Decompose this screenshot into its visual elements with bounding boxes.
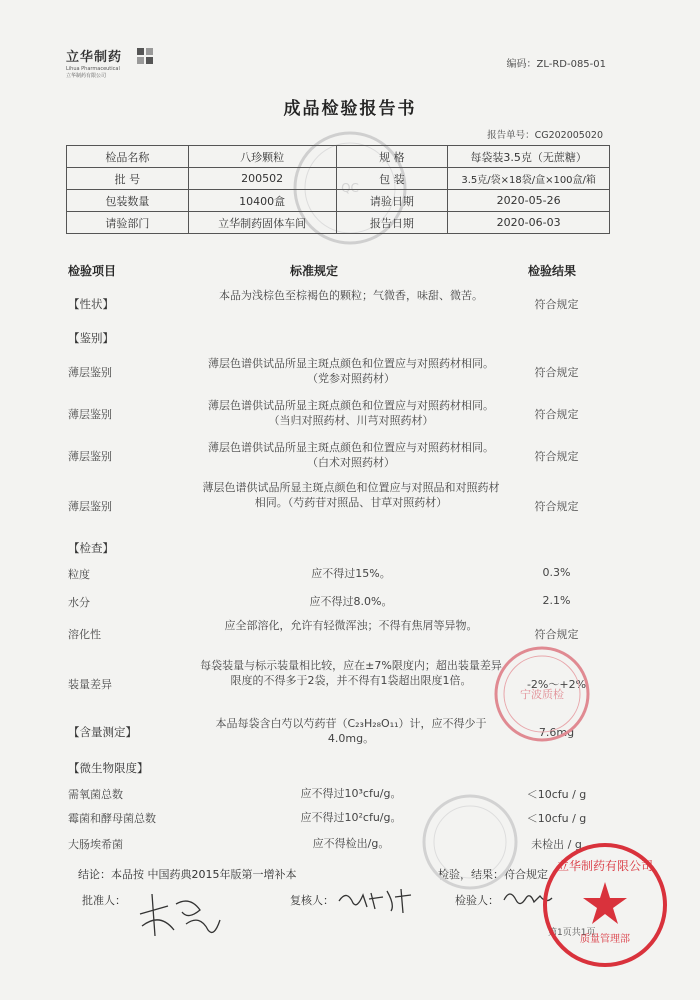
report-number: 报告单号：CG202005020: [487, 130, 603, 141]
column-header-item: 检验项目: [68, 264, 117, 278]
item-name: 需氧菌总数: [68, 788, 123, 801]
table-row: [67, 190, 610, 212]
item-name: 溶化性: [68, 628, 101, 641]
standard-text: 薄层色谱供试品所显主斑点颜色和位置应与对照品和对照药材相同。（芍药苷对照品、甘草对照药材）: [202, 481, 500, 509]
table-row: [67, 212, 610, 234]
standard-text: 本品每袋含白芍以芍药苷（C₂₃H₂₈O₁₁）计，应不得少于4.0mg。: [215, 717, 487, 745]
product-info-table: [66, 145, 610, 234]
reviewer-label: 复核人：: [290, 894, 334, 907]
inspector-label: 检验人：: [455, 894, 499, 907]
logo-mark-icon: [137, 48, 153, 64]
result-text: 符合规定: [534, 628, 579, 641]
conclusion-result: 检验，结果：符合规定: [438, 868, 548, 881]
result-text: 符合规定: [534, 366, 579, 379]
section-check: 【检查】: [68, 541, 114, 555]
request-date-value: 2020-05-26: [448, 190, 610, 212]
batch-value: 200502: [188, 168, 336, 190]
dept-label: 请验部门: [67, 212, 189, 234]
company-logo-sub: 立华制药有限公司: [66, 73, 107, 79]
request-date-label: 请验日期: [336, 190, 448, 212]
item-name: 粒度: [68, 568, 90, 581]
page-number: 第1页共1页: [548, 928, 596, 938]
item-name: 大肠埃希菌: [68, 838, 123, 851]
pack-label: 包 装: [336, 168, 448, 190]
column-header-result: 检验结果: [528, 264, 577, 278]
item-name: 薄层鉴别: [68, 500, 112, 513]
result-text: ＜10cfu / g: [526, 788, 587, 801]
standard-text: 应不得过10²cfu/g。: [300, 811, 402, 824]
standard-text: 本品为浅棕色至棕褐色的颗粒；气微香，味甜、微苦。: [219, 289, 483, 302]
company-logo-name: 立华制药: [66, 50, 123, 65]
item-name: 装量差异: [68, 678, 112, 691]
section-identify: 【鉴别】: [68, 331, 114, 345]
result-text: 0.3%: [542, 566, 571, 579]
document-code: 编码：ZL-RD-085-01: [506, 59, 606, 70]
section-appearance: 【性状】: [68, 297, 114, 311]
column-header-standard: 标准规定: [290, 264, 339, 278]
product-value: 八珍颗粒: [188, 146, 336, 168]
result-text: 符合规定: [534, 298, 579, 311]
standard-text: 薄层色谱供试品所显主斑点颜色和位置应与对照药材相同。（党参对照药材）: [208, 357, 494, 385]
standard-text: 薄层色谱供试品所显主斑点颜色和位置应与对照药材相同。（白术对照药材）: [208, 441, 494, 469]
report-date-value: 2020-06-03: [448, 212, 610, 234]
spec-label: 规 格: [336, 146, 448, 168]
result-text: 未检出 / g: [531, 838, 582, 851]
product-label: 检品名称: [67, 146, 189, 168]
result-text: -2%～+2%: [526, 678, 587, 691]
table-row: [67, 168, 610, 190]
result-text: 符合规定: [534, 500, 579, 513]
svg-text:QC: QC: [341, 181, 359, 195]
item-name: 薄层鉴别: [68, 450, 112, 463]
reviewer-signature: [335, 885, 415, 915]
standard-text: 薄层色谱供试品所显主斑点颜色和位置应与对照药材相同。（当归对照药材、川芎对照药材）: [208, 399, 494, 427]
approver-signature: [130, 884, 225, 944]
dept-value: 立华制药固体车间: [188, 212, 336, 234]
standard-text: 应不得过15%。: [311, 567, 391, 580]
conclusion-text: 结论：本品按 中国药典2015年版第一增补本: [78, 868, 297, 881]
result-text: 符合规定: [534, 450, 579, 463]
result-text: ＜10cfu / g: [526, 812, 587, 825]
pack-value: 3.5克/袋×18袋/盒×100盒/箱: [448, 168, 610, 190]
standard-text: 应全部溶化，允许有轻微浑浊；不得有焦屑等异物。: [224, 619, 478, 632]
standard-text: 每袋装量与标示装量相比较，应在±7%限度内；超出装量差异限度的不得多于2袋，并不得有1袋超出限度1倍。: [200, 659, 502, 687]
standard-text: 应不得检出/g。: [312, 837, 390, 850]
result-text: 2.1%: [542, 594, 571, 607]
company-logo-en: Lihua Pharmaceutical: [66, 66, 120, 72]
section-micro: 【微生物限度】: [68, 761, 149, 775]
company-stamp-text: 立华制药有限公司: [556, 859, 654, 873]
company-stamp-inner: 质量管理部: [580, 934, 630, 945]
qty-label: 包装数量: [67, 190, 189, 212]
standard-text: 应不得过10³cfu/g。: [300, 787, 402, 800]
faint-stamp-2: [420, 792, 520, 892]
result-text: 符合规定: [534, 408, 579, 421]
section-assay: 【含量测定】: [68, 725, 137, 739]
item-name: 薄层鉴别: [68, 408, 112, 421]
quality-stamp-text: 宁波质检: [520, 688, 564, 701]
table-row: [67, 146, 610, 168]
approver-label: 批准人：: [82, 894, 126, 907]
item-name: 水分: [68, 596, 90, 609]
report-date-label: 报告日期: [336, 212, 448, 234]
item-name: 薄层鉴别: [68, 366, 112, 379]
qty-value: 10400盒: [188, 190, 336, 212]
item-name: 霉菌和酵母菌总数: [68, 812, 156, 825]
company-seal-stamp: [540, 840, 670, 970]
quality-inspection-stamp: [492, 644, 592, 744]
spec-value: 每袋装3.5克（无蔗糖）: [448, 146, 610, 168]
result-text: 7.6mg: [538, 726, 575, 739]
page-title: 成品检验报告书: [283, 99, 417, 119]
batch-label: 批 号: [67, 168, 189, 190]
company-logo: [66, 46, 122, 79]
standard-text: 应不得过8.0%。: [309, 595, 393, 608]
